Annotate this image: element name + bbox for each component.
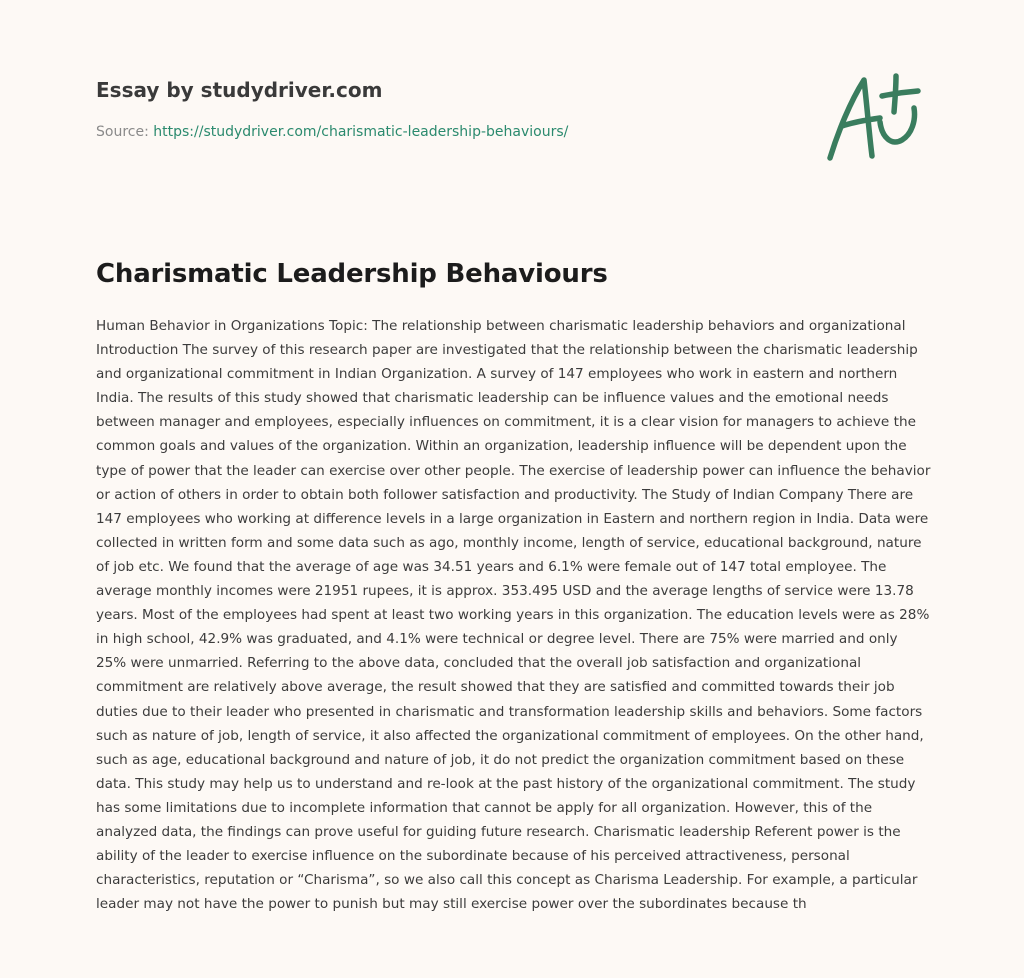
page-header <box>96 76 796 142</box>
source-line <box>96 122 796 142</box>
a-plus-grade-icon <box>820 66 930 166</box>
source-label: Source: <box>96 124 149 140</box>
essay-body: Human Behavior in Organizations Topic: The relationship between charismatic leadership behaviors and organizational Introduction The survey of this research paper are investigated that the relationship between the charismatic leadership and organizational commitment in Indian Organization. A survey of 147 employees who work in eastern and northern India. The results of this study showed that charismatic leadership can be influence values and the emotional needs between manager and employees, especially influences on commitment, it is a clear vision for managers to achieve the common goals and values of the organization. Within an organization, leadership influence will be dependent upon the type of power that the leader can exercise over other people. The exercise of leadership power can influence the behavior or action of others in order to obtain both follower satisfaction and productivity. The Study of Indian Company There are 147 employees who working at difference levels in a large organization in Eastern and northern region in India. Data were collected in written form and some data such as ago, monthly income, length of service, educational background, nature of job etc. We found that the average of age was 34.51 years and 6.1% were female out of 147 total employee. The average monthly incomes were 21951 rupees, it is approx. 353.495 USD and the average lengths of service were 13.78 years. Most of the employees had spent at least two working years in this organization. The education levels were as 28% in high school, 42.9% was graduated, and 4.1% were technical or degree level. There are 75% were married and only 25% were unmarried. Referring to the above data, concluded that the overall job satisfaction and organizational commitment are relatively above average, the result showed that they are satisfied and committed towards their job duties due to their leader who presented in charismatic and transformation leadership skills and behaviors. Some factors such as nature of job, length of service, it also affected the organizational commitment of employees. On the other hand, such as age, educational background and nature of job, it do not predict the organization commitment based on these data. This study may help us to understand and re-look at the past history of the organizational commitment. The study has some limitations due to incomplete information that cannot be apply for all organization. However, this of the analyzed data, the findings can prove useful for guiding future research. Charismatic leadership Referent power is the ability of the leader to exercise influence on the subordinate because of his perceived attractiveness, personal characteristics, reputation or “Charisma”, so we also call this concept as Charisma Leadership. For example, a particular leader may not have the power to punish but may still exercise power over the subordinates because th <box>96 318 931 913</box>
source-link[interactable]: https://studydriver.com/charismatic-leadership-behaviours/ <box>153 124 569 140</box>
essay-title: Charismatic Leadership Behaviours <box>96 259 608 289</box>
site-brand: Essay by studydriver.com <box>96 78 383 102</box>
